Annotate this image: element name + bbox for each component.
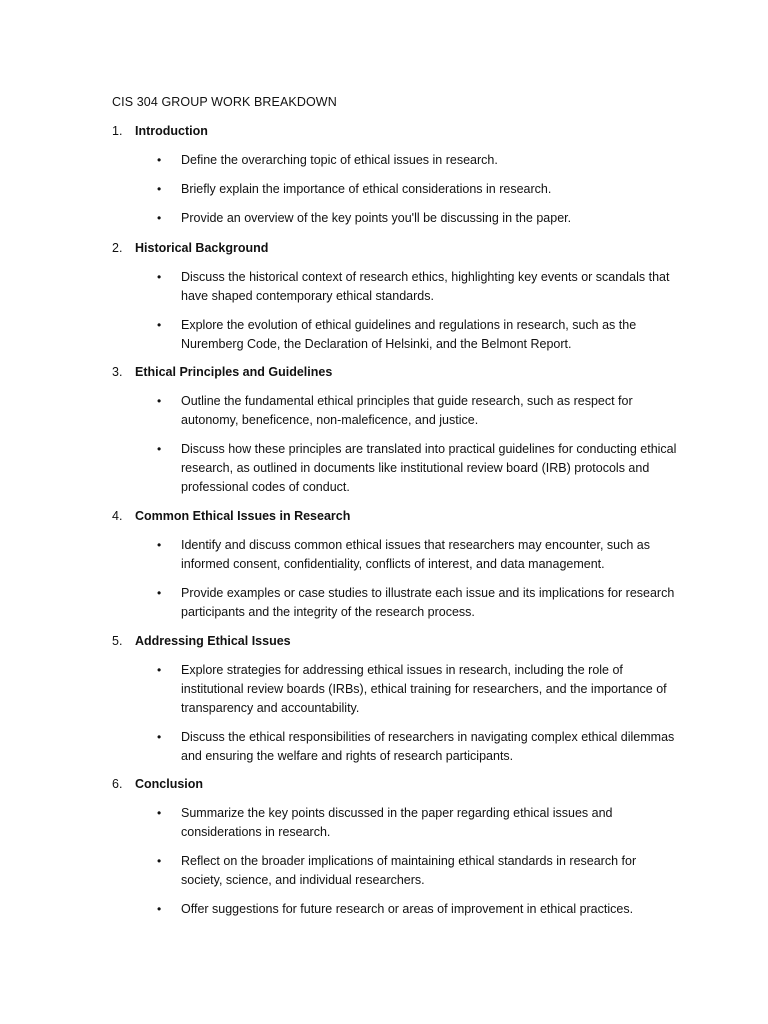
section-heading: Historical Background (135, 241, 269, 255)
bullet-item (0, 209, 768, 228)
bullet-item (0, 151, 768, 170)
bullet-item (0, 392, 768, 430)
section-addressing-ethical-issues (0, 632, 768, 766)
bullet-text: Summarize the key points discussed in the paper regarding ethical issues and considerations in research. (181, 806, 613, 839)
bullet-item (0, 804, 768, 842)
bullet-text: Discuss how these principles are translated into practical guidelines for conducting ethical research, as outlined in documents like institutional review board (IRB) protocols and professional codes of conduct. (181, 442, 677, 494)
bullet-text: Identify and discuss common ethical issues that researchers may encounter, such as informed consent, confidentiality, conflicts of interest, and data management. (181, 538, 650, 571)
bullet-icon: • (157, 182, 162, 196)
section-heading: Introduction (135, 124, 208, 138)
section-heading: Addressing Ethical Issues (135, 634, 291, 648)
bullet-item (0, 852, 768, 890)
section-number: 6. (112, 777, 123, 791)
section-heading: Conclusion (135, 777, 204, 791)
bullet-icon: • (157, 663, 162, 677)
bullet-icon: • (157, 806, 162, 820)
bullet-icon: • (157, 318, 162, 332)
bullet-item (0, 661, 768, 718)
bullet-item (0, 440, 768, 497)
section-common-ethical-issues (0, 507, 768, 622)
bullet-item (0, 268, 768, 306)
bullet-icon: • (157, 730, 162, 744)
bullet-text: Explore strategies for addressing ethical issues in research, including the role of institutional review boards (IRBs), ethical training for researchers, and the importance of transparency and accountability. (181, 663, 667, 715)
bullet-icon: • (157, 270, 162, 284)
section-ethical-principles (0, 363, 768, 497)
bullet-text: Discuss the historical context of research ethics, highlighting key events or scandals that have shaped contemporary ethical standards. (181, 270, 670, 303)
section-number: 5. (112, 634, 123, 648)
bullet-icon: • (157, 586, 162, 600)
bullet-text: Reflect on the broader implications of maintaining ethical standards in research for society, science, and individual researchers. (181, 854, 637, 887)
section-number: 2. (112, 241, 123, 255)
bullet-text: Offer suggestions for future research or areas of improvement in ethical practices. (181, 902, 634, 916)
section-introduction (0, 122, 768, 228)
section-heading: Common Ethical Issues in Research (135, 509, 351, 523)
bullet-item (0, 728, 768, 766)
bullet-icon: • (157, 153, 162, 167)
section-number: 3. (112, 365, 123, 379)
section-header (0, 507, 768, 526)
section-heading: Ethical Principles and Guidelines (135, 365, 333, 379)
section-header (0, 775, 768, 794)
section-number: 1. (112, 124, 123, 138)
section-header (0, 122, 768, 141)
bullet-item (0, 180, 768, 199)
bullet-icon: • (157, 211, 162, 225)
document-title: CIS 304 GROUP WORK BREAKDOWN (112, 95, 337, 109)
section-number: 4. (112, 509, 123, 523)
bullet-text: Provide an overview of the key points you'll be discussing in the paper. (181, 211, 572, 225)
bullet-icon: • (157, 854, 162, 868)
bullet-text: Define the overarching topic of ethical issues in research. (181, 153, 498, 167)
bullet-text: Explore the evolution of ethical guidelines and regulations in research, such as the Nuremberg Code, the Declaration of Helsinki, and the Belmont Report. (181, 318, 637, 351)
bullet-text: Outline the fundamental ethical principles that guide research, such as respect for autonomy, beneficence, non-maleficence, and justice. (181, 394, 633, 427)
bullet-text: Briefly explain the importance of ethical considerations in research. (181, 182, 552, 196)
bullet-item (0, 316, 768, 354)
bullet-icon: • (157, 902, 162, 916)
bullet-icon: • (157, 394, 162, 408)
bullet-icon: • (157, 442, 162, 456)
section-header (0, 632, 768, 651)
section-header (0, 239, 768, 258)
bullet-item (0, 900, 768, 919)
bullet-item (0, 536, 768, 574)
bullet-text: Provide examples or case studies to illustrate each issue and its implications for research participants and the integrity of the research process. (181, 586, 675, 619)
bullet-text: Discuss the ethical responsibilities of researchers in navigating complex ethical dilemmas and ensuring the welfare and rights of research participants. (181, 730, 675, 763)
section-header (0, 363, 768, 382)
bullet-icon: • (157, 538, 162, 552)
section-historical-background (0, 239, 768, 354)
section-conclusion (0, 775, 768, 919)
bullet-item (0, 584, 768, 622)
